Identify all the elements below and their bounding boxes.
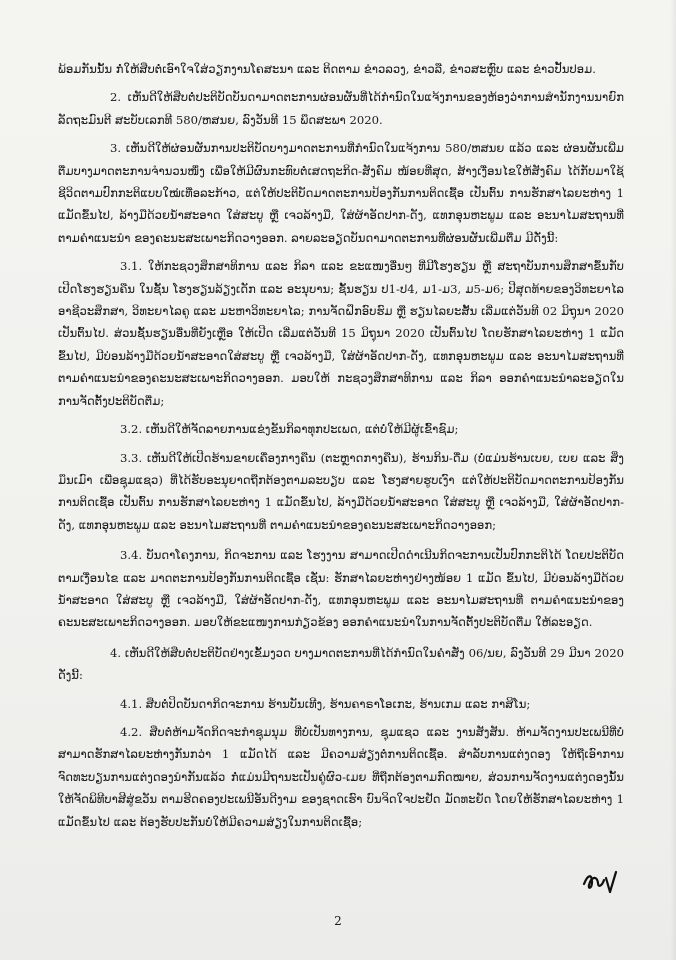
- paragraph-p-2: 2. ເຫັນດີໃຫ້ສືບຕໍ່ປະຕິບັດບັນດາມາດຕະການຜ່ອນຜັນທີ່ໄດ້ກຳນົດໃນແຈ້ງການຂອງຫ້ອງວ່າການສຳນັກງານນາຍົກລັດຖະມົນຕີ ສະບັບເລກທີ 580/ຫສນຍ, ລົງວັນທີ 15 ພຶດສະພາ 2020.: [58, 90, 624, 127]
- paragraph-p-3: 3. ເຫັນດີໃຫ້ຜ່ອນຜັນການປະຕິບັດບາງມາດຕະການທີ່ກຳນົດໃນແຈ້ງການ 580/ຫສນຍ ແລ້ວ ແລະ ຜ່ອນຜັນເພີ່ມຕື່ມບາງມາດຕະການຈຳນວນໜຶ່ງ ເພື່ອໃຫ້ມີຜົນກະທົບຕໍ່ເສດຖະກິດ-ສັງຄົມ ໜ້ອຍທີ່ສຸດ, ສ້າງເງື່ອນໄຂໃຫ້ສັງຄົມ ໄດ້ກັບມາໃຊ້ຊີວິດຕາມປົກກະຕິແບບໃໝ່ເທື່ອລະກ້າວ, ແຕ່ໃຫ້ປະຕິບັດມາດຕະການປ້ອງກັນການຕິດເຊື້ອ ເປັນຕົ້ນ ການຮັກສາໄລຍະຫ່າງ 1 ແມັດຂຶ້ນໄປ, ລ້າງມືດ້ວຍນ້ຳສະອາດ ໃສ່ສະບູ ຫຼື ເຈວລ້າງມື, ໃສ່ຜ້າອັດປາກ-ດັງ, ແທກອຸນຫະພູມ ແລະ ອະນາໄມສະຖານທີ່ ຕາມຄຳແນະນຳ ຂອງຄະນະສະເພາະກິດວາງອອກ. ລາຍລະອຽດບັນດາມາດຕະການທີ່ຜ່ອນຜັນເພີ່ມຕື່ມ ມີດັ່ງນີ້:: [58, 141, 624, 245]
- paragraph-p-3-3: 3.3. ເຫັນດີໃຫ້ເປີດຮ້ານຂາຍເຄື່ອງກາງຄືນ (ຕະຫຼາດກາງຄືນ), ຮ້ານກິນ-ດື່ມ (ບໍ່ແມ່ນຮ້ານເບຍ, ເບຍ ແລະ ສິ່ງມຶນເມົາ ເພື່ອຊຸມແຊວ) ທີ່ໄດ້ຮັບອະນຸຍາດຖືກຕ້ອງຕາມລະບຽບ ແລະ ໂຮງສາຍຮູບເງົາ ແຕ່ໃຫ້ປະຕິບັດມາດຕະການປ້ອງກັນການຕິດເຊື້ອ ເປັນຕົ້ນ ການຮັກສາໄລຍະຫ່າງ 1 ແມັດຂຶ້ນໄປ, ລ້າງມືດ້ວຍນ້ຳສະອາດ ໃສ່ສະບູ ຫຼື ເຈວລ້າງມື, ໃສ່ຜ້າອັດປາກ-ດັງ, ແທກອຸນຫະພູມ ແລະ ອະນາໄມສະຖານທີ່ ຕາມຄຳແນະນຳຂອງຄະນະສະເພາະກິດວາງອອກ;: [58, 450, 624, 532]
- page-number: 2: [334, 914, 342, 928]
- paragraph-p-3-4: 3.4. ບັນດາໂຄງການ, ກິດຈະການ ແລະ ໂຮງງານ ສາມາດເປີດດຳເນີນກິດຈະການເປັນປົກກະຕິໄດ້ ໂດຍປະຕິບັດຕາມເງື່ອນໄຂ ແລະ ມາດຕະການປ້ອງກັນການຕິດເຊື້ອ ເຊັ່ນ: ຮັກສາໄລຍະຫ່າງຢ່າງໜ້ອຍ 1 ແມັດ ຂຶ້ນໄປ, ມີບ່ອນລ້າງມືດ້ວຍນ້ຳສະອາດ ໃສ່ສະບູ ຫຼື ເຈວລ້າງມື, ໃສ່ຜ້າອັດປາກ-ດັງ, ແທກອຸນຫະພູມ ແລະ ອະນາໄມສະຖານທີ່ ຕາມຄຳແນະນຳຂອງຄະນະສະເພາະກິດວາງອອກ. ມອບໃຫ້ຂະແໜງການກ່ຽວຂ້ອງ ອອກຄຳແນະນຳໃນການຈັດຕັ້ງປະຕິບັດຕື່ມ ໃຫ້ລະອຽດ.: [58, 548, 624, 630]
- paragraph-p-4-1: 4.1. ສືບຕໍ່ປິດບັນດາກິດຈະການ ຮ້ານບັນເທີງ, ຮ້ານຄາຣາໂອເກະ, ຮ້ານເກມ ແລະ ກາສິໂນ;: [120, 696, 531, 711]
- handwritten-initials-signature: [580, 868, 624, 896]
- paragraph-p-intro: ພ້ອມກັນນັ້ນ ກໍ່ໃຫ້ສືບຕໍ່ເອົາໃຈໃສ່ວຽກງານໂຄສະນາ ແລະ ຕິດຕາມ ຂ່າວລວງ, ຂ່າວລື, ຂ່າວສະຫຼົບ ແລະ ຂ່າວປັ້ນປອມ.: [58, 62, 596, 76]
- paragraph-p-3-1: 3.1. ໃຫ້ກະຊວງສຶກສາທິການ ແລະ ກິລາ ແລະ ຂະແໜງອື່ນໆ ທີ່ມີໂຮງຮຽນ ຫຼື ສະຖາບັນການສຶກສາຂຶ້ນກັບ ເປີດໂຮງຮຽນຄືນ ໃນຊັ້ນ ໂຮງຮຽນລ້ຽງເດັກ ແລະ ອະນຸບານ; ຊັ້ນຮຽນ ປ1-ປ4, ມ1-ມ3, ມ5-ມ6; ປີສຸດທ້າຍຂອງວິທະຍາໄລອາຊີວະສຶກສາ, ວິທະຍາໄລຄູ ແລະ ມະຫາວິທະຍາໄລ; ການຈັດຝຶກອົບຮົມ ຫຼື ຮຽນໄລຍະສັ້ນ ເລີ່ມແຕ່ວັນທີ 02 ມິຖຸນາ 2020 ເປັນຕົ້ນໄປ. ສ່ວນຊັ້ນຮຽນອື່ນທີ່ຍັງເຫຼືອ ໃຫ້ເປີດ ເລີ່ມແຕ່ວັນທີ 15 ມິຖຸນາ 2020 ເປັນຕົ້ນໄປ ໂດຍຮັກສາໄລຍະຫ່າງ 1 ແມັດຂຶ້ນໄປ, ມີບ່ອນລ້າງມືດ້ວຍນ້ຳສະອາດໃສ່ສະບູ ຫຼື ເຈວລ້າງມື, ໃສ່ຜ້າອັດປາກ-ດັງ, ແທກອຸນຫະພູມ ແລະ ອະນາໄມສະຖານທີ່ ຕາມຄຳແນະນຳຂອງຄະນະສະເພາະກິດວາງອອກ. ມອບໃຫ້ ກະຊວງສຶກສາທິການ ແລະ ກິລາ ອອກຄຳແນະນຳລະອຽດໃນການຈັດຕັ້ງປະຕິບັດຕື່ມ;: [58, 259, 624, 408]
- paragraph-p-4: 4. ເຫັນດີໃຫ້ສືບຕໍ່ປະຕິບັດຢ່າງເຂັ້ມງວດ ບາງມາດຕະການທີ່ໄດ້ກຳນົດໃນຄຳສັ່ງ 06/ນຍ, ລົງວັນທີ 29 ມີນາ 2020 ດັ່ງນີ້:: [58, 645, 624, 683]
- paragraph-p-4-2: 4.2. ສືບຕໍ່ຫ້າມຈັດກິດຈະກຳຊຸມນຸມ ທີ່ບໍ່ເປັນທາງການ, ຊຸມແຊວ ແລະ ງານສັງສັນ. ຫ້າມຈັດງານປະເພນີທີ່ບໍ່ສາມາດຮັກສາໄລຍະຫ່າງກັນກວ່າ 1 ແມັດໄດ້ ແລະ ມີຄວາມສ່ຽງຕໍ່ການຕິດເຊື້ອ. ສຳລັບການແຕ່ງດອງ ໃຫ້ຖືເອົາການຈົດທະບຽນການແຕ່ງດອງນຳກັນແລ້ວ ກໍ່ແມ່ນມີຖານະເປັນຄູ່ຜົວ-ເມຍ ທີ່ຖືກຕ້ອງຕາມກົດໝາຍ, ສ່ວນການຈັດງານແຕ່ງດອງນັ້ນ ໃຫ້ຈັດພິທີບາສີສູ່ຂວັນ ຕາມຮີດຄອງປະເພນີອັນດີງາມ ຂອງຊາດເຮົາ ບົນຈິດໃຈປະຢັດ ມັດທະຍັດ ໂດຍໃຫ້ຮັກສາໄລຍະຫ່າງ 1 ແມັດຂຶ້ນໄປ ແລະ ຕ້ອງຮັບປະກັນບໍ່ໃຫ້ມີຄວາມສ່ຽງໃນການຕິດເຊື້ອ;: [58, 724, 624, 829]
- document-body: [58, 58, 624, 839]
- scan-shadow-edge: [670, 0, 676, 960]
- paragraph-p-3-2: 3.2. ເຫັນດີໃຫ້ຈັດລາຍການແຂ່ງຂັນກິລາທຸກປະເພດ, ແຕ່ບໍ່ໃຫ້ມີຜູ້ເຂົ້າຊົມ;: [120, 422, 459, 437]
